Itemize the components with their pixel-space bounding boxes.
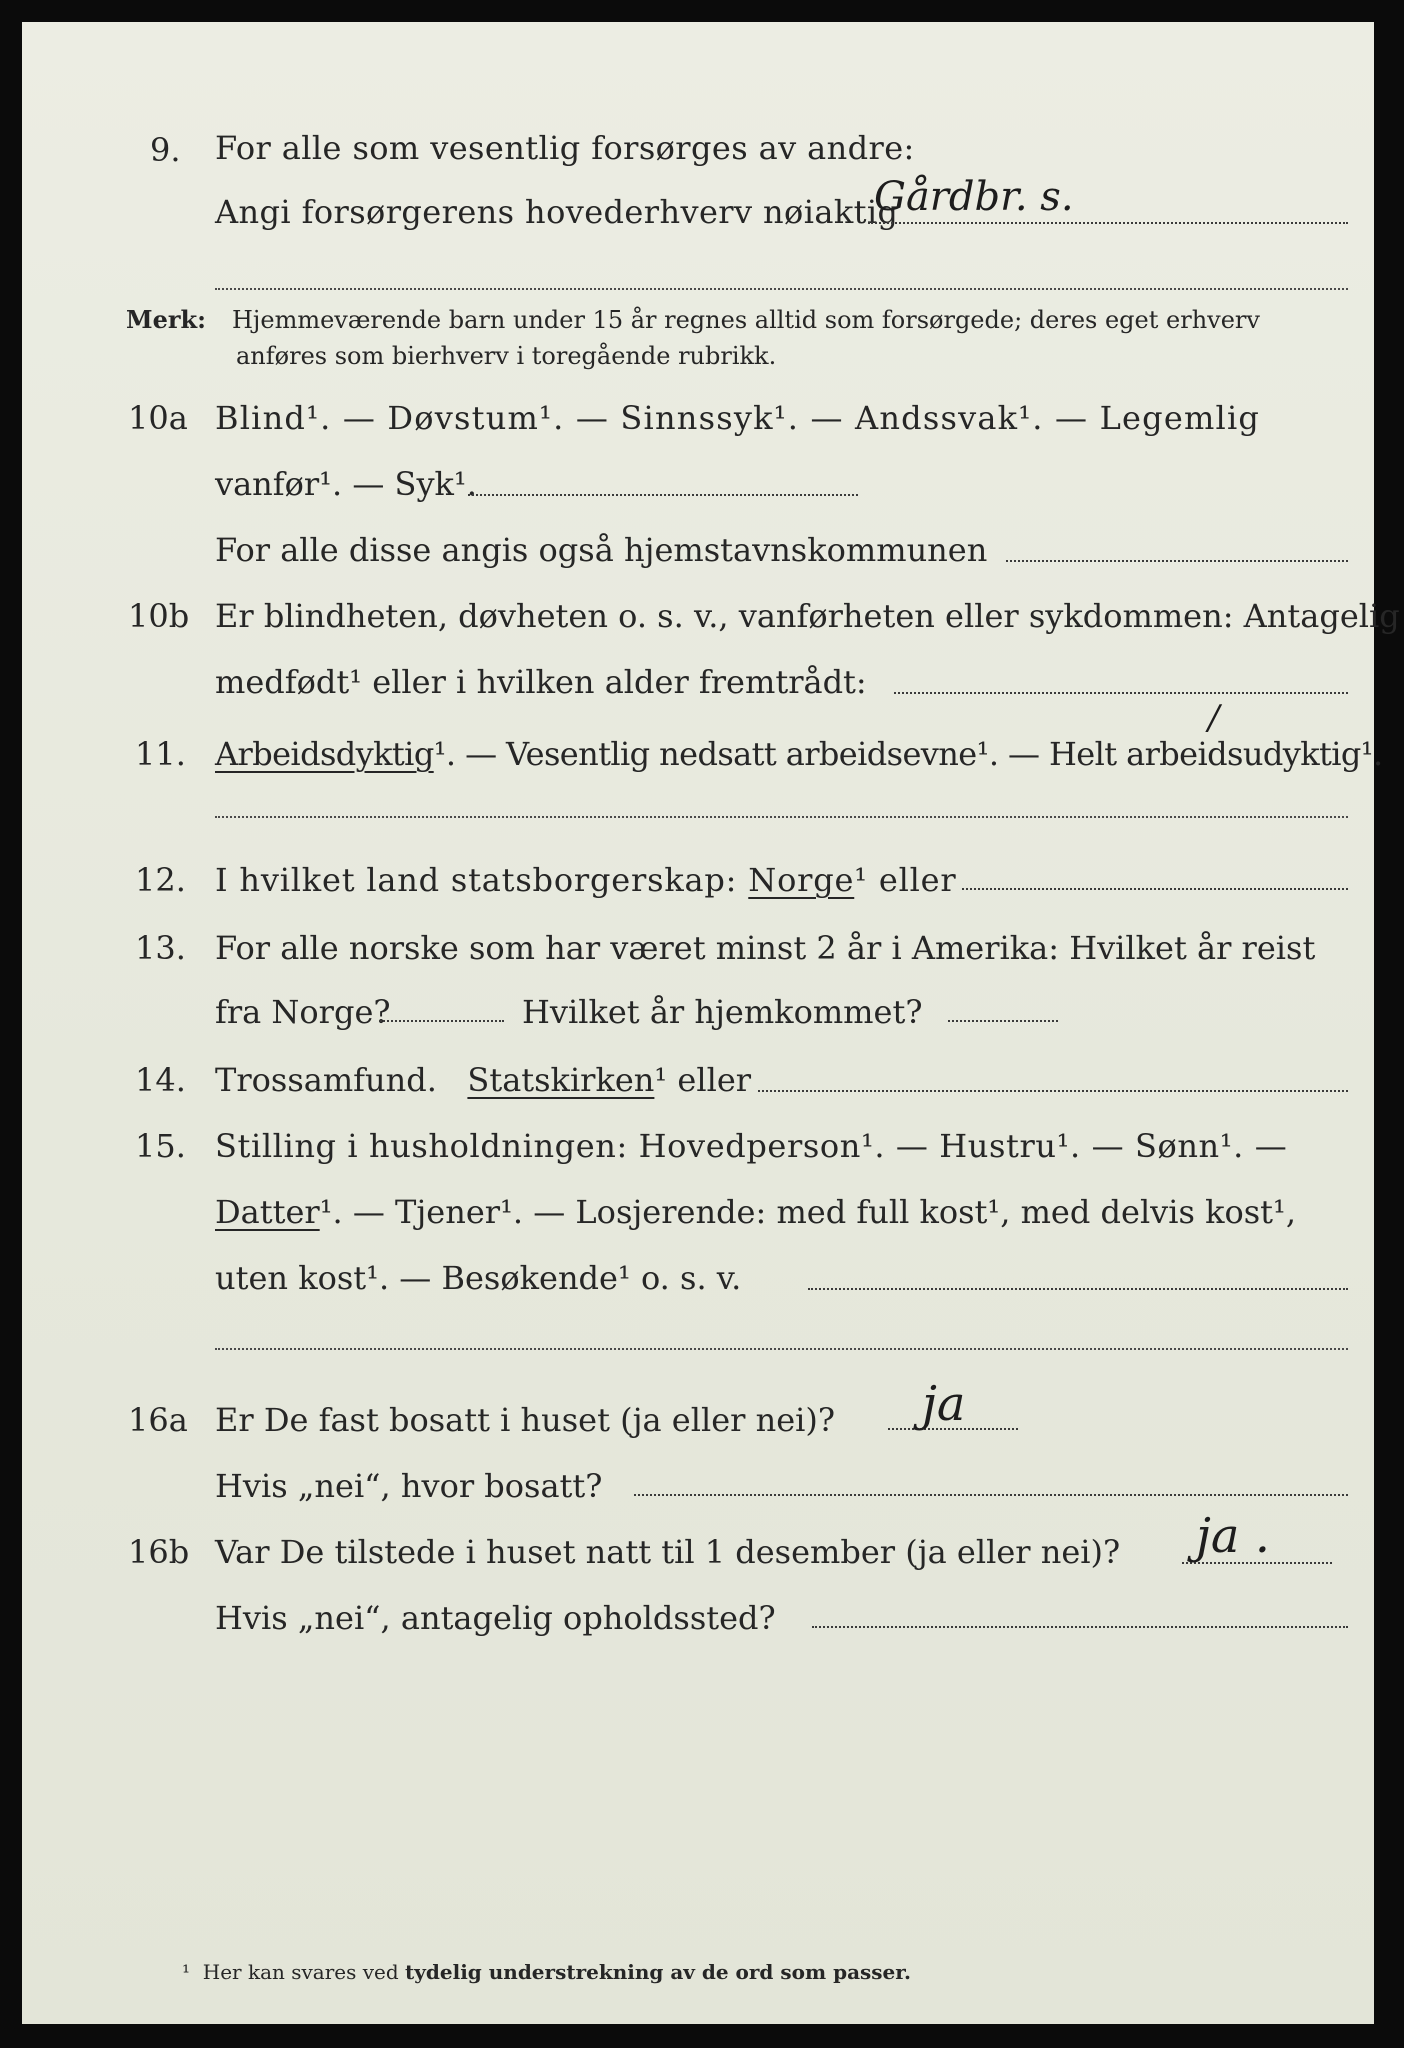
- q12-number: 12.: [135, 861, 186, 899]
- q16b-handwritten-answer: ja .: [1196, 1508, 1271, 1564]
- q13-returned-line: [948, 1020, 1058, 1022]
- q13-number: 13.: [135, 929, 186, 967]
- q12-answer-norge: Norge: [748, 861, 855, 899]
- q10a-line3: For alle disse angis også hjemstavnskommunen: [215, 531, 988, 569]
- q16b-line1: Var De tilstede i huset natt til 1 desember (ja eller nei)?: [215, 1533, 1121, 1571]
- q10a-line2: vanfør¹. — Syk¹.: [215, 465, 477, 503]
- q11-check-mark: /: [1208, 698, 1220, 738]
- q15-line2-rest: ¹. — Tjener¹. — Losjerende: med full kost¹, med delvis kost¹,: [319, 1193, 1297, 1231]
- merk-line1: Hjemmeværende barn under 15 år regnes alltid som forsørgede; deres eget erhverv: [232, 306, 1260, 334]
- census-form-page: [22, 22, 1400, 2024]
- footnote-bold-text: tydelig understrekning av de ord som passer.: [405, 1960, 911, 1984]
- q12-tail: ¹ eller: [854, 861, 957, 899]
- q15-line3: uten kost¹. — Besøkende¹ o. s. v.: [215, 1259, 742, 1297]
- q13-line2b: Hvilket år hjemkommet?: [522, 993, 923, 1031]
- q12-answer-line: [962, 888, 1348, 890]
- q9-number: 9.: [150, 131, 181, 169]
- q13-line1: For alle norske som har været minst 2 år i Amerika: Hvilket år reist: [215, 929, 1316, 967]
- q12-line: [215, 860, 957, 900]
- q15-extra-line: [215, 1348, 1348, 1350]
- q11-option-arbeidsdyktig: Arbeidsdyktig: [215, 735, 434, 773]
- q10a-home-municipality-line: [1006, 560, 1348, 562]
- q15-line2: [215, 1192, 1296, 1232]
- q10a-line1: Blind¹. — Døvstum¹. — Sinnssyk¹. — Andssvak¹. — Legemlig: [215, 399, 1261, 437]
- q16a-handwritten-answer: ja: [922, 1376, 966, 1432]
- q10b-line1: Er blindheten, døvheten o. s. v., vanførheten eller sykdommen: Antagelig: [215, 597, 1400, 635]
- q9-line2: Angi forsørgerens hovederhverv nøiaktig: [215, 193, 899, 231]
- q9-line1: For alle som vesentlig forsørges av andre:: [215, 129, 915, 167]
- q16b-number: 16b: [128, 1533, 190, 1571]
- q11-number: 11.: [135, 735, 186, 773]
- q9-handwritten-answer: Gårdbr. s.: [874, 174, 1074, 220]
- footnote-text: Her kan svares ved: [202, 1960, 399, 1984]
- q15-number: 15.: [135, 1127, 186, 1165]
- merk-line2: anføres som bierhverv i toregående rubrikk.: [236, 342, 777, 370]
- q16a-line2: Hvis „nei“, hvor bosatt?: [215, 1467, 603, 1505]
- q16a-line1: Er De fast bosatt i huset (ja eller nei)?: [215, 1401, 836, 1439]
- q10b-number: 10b: [128, 597, 190, 635]
- q14-tail: ¹ eller: [654, 1061, 752, 1099]
- q10a-answer-line: [468, 494, 858, 496]
- q16b-whereabouts-line: [812, 1626, 1348, 1628]
- q14-answer-statskirken: Statskirken: [467, 1061, 655, 1099]
- q13-left-line: [380, 1020, 504, 1022]
- footnote: [182, 1958, 911, 1986]
- q11-options-rest: ¹. — Vesentlig nedsatt arbeidsevne¹. — Helt arbeidsudyktig¹.: [433, 735, 1383, 773]
- q9-answer-line: [868, 222, 1348, 224]
- q10a-number: 10a: [128, 399, 188, 437]
- q15-answer-datter: Datter: [215, 1193, 320, 1231]
- q10b-line2: medfødt¹ eller i hvilken alder fremtrådt:: [215, 663, 867, 701]
- q11-extra-line: [215, 816, 1348, 818]
- q15-line1: Stilling i husholdningen: Hovedperson¹. — Hustru¹. — Sønn¹. —: [215, 1127, 1288, 1165]
- q15-answer-line: [808, 1288, 1348, 1290]
- q9-extra-line: [215, 288, 1348, 290]
- q14-line: [215, 1060, 751, 1100]
- merk-label: Merk:: [126, 305, 206, 334]
- q14-answer-line: [758, 1090, 1348, 1092]
- q13-line2a: fra Norge?: [215, 993, 391, 1031]
- footnote-mark: ¹: [182, 1960, 191, 1984]
- q14-number: 14.: [135, 1061, 186, 1099]
- q14-text: Trossamfund.: [215, 1061, 437, 1099]
- q10b-answer-line: [894, 692, 1348, 694]
- q16b-line2: Hvis „nei“, antagelig opholdssted?: [215, 1599, 776, 1637]
- q12-text: I hvilket land statsborgerskap:: [215, 861, 738, 899]
- q11-line: [215, 734, 1383, 774]
- q16a-number: 16a: [128, 1401, 188, 1439]
- q16a-where-line: [634, 1494, 1348, 1496]
